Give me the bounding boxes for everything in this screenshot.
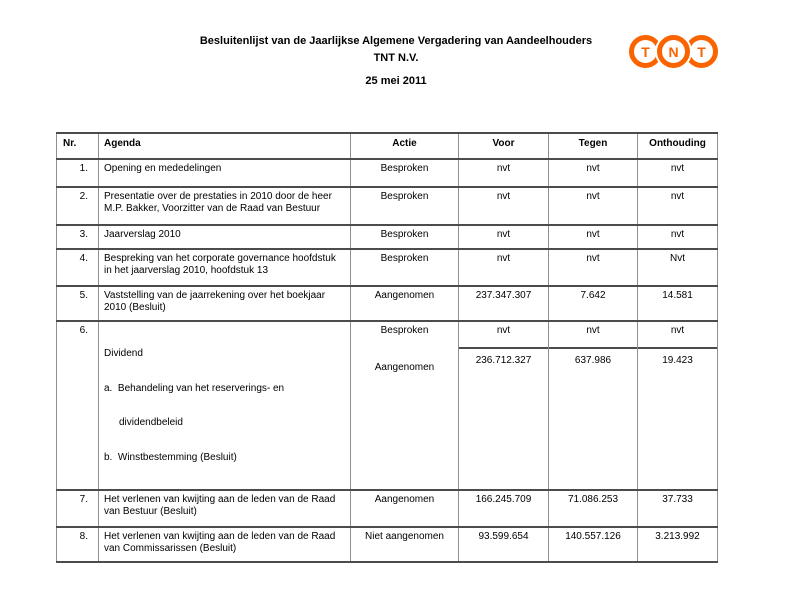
agenda-line: dividendbeleid [119, 417, 183, 428]
cell-agenda: Opening en mededelingen [99, 159, 351, 187]
cell-agenda: Bespreking van het corporate governance hoofdstuk in het jaarverslag 2010, hoofdstuk 13 [99, 249, 351, 286]
col-header-onthouding: Onthouding [638, 133, 718, 159]
document-title-line2: TNT N.V. [373, 52, 419, 64]
cell-onthouding: nvt [638, 159, 718, 187]
table-row [57, 187, 718, 225]
cell-nr: 8. [57, 527, 99, 562]
cell-nr: 4. [57, 249, 99, 286]
table-row [57, 249, 718, 286]
table-row [57, 286, 718, 321]
cell-onthouding: 3.213.992 [638, 527, 718, 562]
tnt-logo [629, 35, 718, 68]
decisions-table [56, 132, 718, 563]
cell-voor [459, 321, 549, 490]
cell-voor-top: nvt [496, 325, 511, 336]
cell-voor: 166.245.709 [459, 490, 549, 527]
cell-nr: 1. [57, 159, 99, 187]
agenda-line: a. Behandeling van het reserverings- en [104, 382, 285, 394]
cell-agenda: Het verlenen van kwijting aan de leden van de Raad van Commissarissen (Besluit) [99, 527, 351, 562]
table-row [57, 159, 718, 187]
tnt-logo-letter: T [697, 43, 706, 60]
cell-voor: nvt [459, 159, 549, 187]
tnt-logo-letter: T [641, 43, 650, 60]
cell-onthouding: Nvt [638, 249, 718, 286]
cell-actie: Niet aangenomen [351, 527, 459, 562]
cell-nr: 5. [57, 286, 99, 321]
cell-tegen: 71.086.253 [549, 490, 638, 527]
cell-onthouding-top: nvt [670, 325, 685, 336]
cell-tegen-top: nvt [586, 325, 600, 336]
cell-tegen-bottom: 637.986 [549, 347, 637, 375]
document-date: 25 mei 2011 [365, 75, 427, 87]
table-row-split [57, 321, 718, 490]
cell-agenda [99, 321, 351, 490]
cell-actie-top: Besproken [380, 325, 429, 336]
table-header-row [57, 133, 718, 159]
cell-actie: Besproken [351, 249, 459, 286]
cell-tegen [549, 321, 638, 490]
cell-tegen: nvt [549, 225, 638, 249]
cell-onthouding: 37.733 [638, 490, 718, 527]
col-header-voor: Voor [459, 133, 549, 159]
cell-onthouding-bottom: 19.423 [638, 347, 717, 375]
col-header-nr: Nr. [57, 133, 99, 159]
cell-nr: 6. [57, 321, 99, 490]
cell-agenda: Presentatie over de prestaties in 2010 door de heer M.P. Bakker, Voorzitter van de Raad van Bestuur [99, 187, 351, 225]
col-header-tegen: Tegen [549, 133, 638, 159]
cell-actie: Besproken [351, 187, 459, 225]
tnt-logo-letter: N [668, 43, 679, 60]
cell-tegen: nvt [549, 249, 638, 286]
cell-agenda: Vaststelling van de jaarrekening over het boekjaar 2010 (Besluit) [99, 286, 351, 321]
cell-tegen: nvt [549, 159, 638, 187]
cell-onthouding [638, 321, 718, 490]
cell-tegen: 140.557.126 [549, 527, 638, 562]
cell-actie: Aangenomen [351, 286, 459, 321]
cell-nr: 2. [57, 187, 99, 225]
cell-actie: Aangenomen [351, 490, 459, 527]
tnt-logo-circle-icon [657, 35, 690, 68]
agenda-line: Dividend [104, 348, 143, 359]
cell-tegen: 7.642 [549, 286, 638, 321]
table-row [57, 490, 718, 527]
cell-agenda: Jaarverslag 2010 [99, 225, 351, 249]
cell-onthouding: 14.581 [638, 286, 718, 321]
cell-onthouding: nvt [638, 187, 718, 225]
cell-nr: 3. [57, 225, 99, 249]
cell-voor-bottom: 236.712.327 [459, 347, 548, 375]
col-header-agenda: Agenda [99, 133, 351, 159]
agenda-line: b. Winstbestemming (Besluit) [104, 451, 237, 463]
cell-voor: 93.599.654 [459, 527, 549, 562]
cell-agenda: Het verlenen van kwijting aan de leden van de Raad van Bestuur (Besluit) [99, 490, 351, 527]
cell-actie-bottom: Aangenomen [374, 362, 435, 373]
col-header-actie: Actie [351, 133, 459, 159]
table-row [57, 225, 718, 249]
table-row [57, 527, 718, 562]
cell-tegen: nvt [549, 187, 638, 225]
document-title-line1: Besluitenlijst van de Jaarlijkse Algemene Vergadering van Aandeelhouders [199, 35, 593, 47]
cell-actie: Besproken [351, 159, 459, 187]
cell-actie [351, 321, 459, 490]
cell-voor: nvt [459, 187, 549, 225]
cell-voor: 237.347.307 [459, 286, 549, 321]
cell-onthouding: nvt [638, 225, 718, 249]
cell-nr: 7. [57, 490, 99, 527]
cell-voor: nvt [459, 249, 549, 286]
cell-voor: nvt [459, 225, 549, 249]
cell-actie: Besproken [351, 225, 459, 249]
